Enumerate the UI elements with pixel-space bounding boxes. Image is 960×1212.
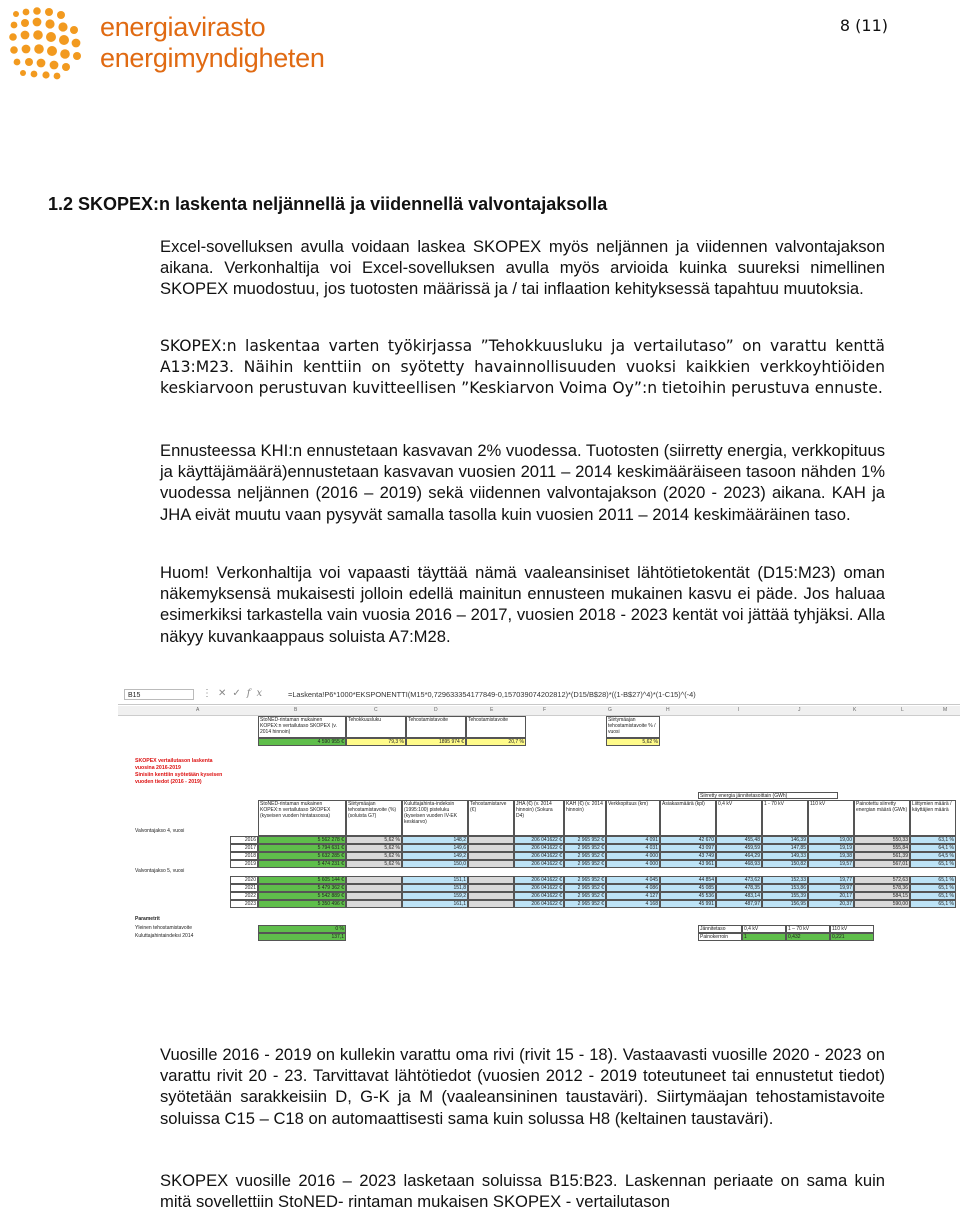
column-e: E [490,707,494,713]
cell-j-row-2[interactable]: 459,59 [716,844,762,852]
param-r27-value[interactable]: 0 % [258,925,346,933]
cell-d7[interactable]: Tehostamistavoite [406,716,466,738]
cell-m-row-2[interactable]: 555,84 [854,844,910,852]
group-header-energy: Siirretty energia jännitetasoittain (GWh) [698,792,838,799]
cell-g-row-3[interactable]: 2 965 952 € [564,852,606,860]
cell-h-row-3[interactable]: 4 000 [606,852,660,860]
cell-f-row-1[interactable]: 206 041622 € [514,836,564,844]
column-j: J [798,707,801,713]
cell-k-row-4[interactable]: 150,82 [762,860,808,868]
cell-f-row-6[interactable]: 206 041622 € [514,884,564,892]
cell-c-row-2[interactable]: 5,62 % [346,844,402,852]
cell-b-row-4[interactable]: 5 474 231 € [258,860,346,868]
paragraph-1: Excel-sovelluksen avulla voidaan laskea SKOPEX myös neljännen ja viidennen valvontajakson aikana. Verkonhaltija voi Excel-sovelluksen avulla myös arvioida kuinka suureksi nimellinen SKOPEX muodostuu, jos tuotosten määrissä ja / tai inflaation kehityksessä tapahtuu muutoksia. [160,237,885,299]
energiavirasto-logo [6,4,326,84]
cell-f-row-4[interactable]: 206 041622 € [514,860,564,868]
header-g14: KAH (€) (v. 2014 hinnoin) [564,800,606,836]
cell-i-row-4[interactable]: 43 961 [660,860,716,868]
column-c: C [374,707,378,713]
cell-c-row-7[interactable] [346,892,402,900]
cell-d-row-1[interactable]: 148,2 [402,836,468,844]
bottom-r27-label: Jännitetaso [698,925,742,933]
cell-c7[interactable]: Tehokkuusluku [346,716,406,738]
cell-i-row-3[interactable]: 43 749 [660,852,716,860]
cell-h-row-4[interactable]: 4 000 [606,860,660,868]
cell-f-row-2[interactable]: 206 041622 € [514,844,564,852]
cell-m-row-6[interactable]: 578,36 [854,884,910,892]
cell-g-row-8[interactable]: 2 965 952 € [564,900,606,908]
column-i: I [738,707,740,713]
cell-b-row-6[interactable]: 5 479 362 € [258,884,346,892]
cell-h-row-5[interactable]: 4 045 [606,876,660,884]
cell-h-row-8[interactable]: 4 168 [606,900,660,908]
param-r27-label: Yleinen tehostamistavoite [135,925,192,931]
bottom-r27-c: 110 kV [830,925,874,933]
cell-i-row-6[interactable]: 45 085 [660,884,716,892]
cell-k-row-6[interactable]: 153,86 [762,884,808,892]
cell-j-row-4[interactable]: 468,93 [716,860,762,868]
cell-l-row-8[interactable]: 20,37 [808,900,854,908]
cell-d-row-2[interactable]: 149,6 [402,844,468,852]
header-l14: 110 kV [808,800,854,836]
cell-l-row-2[interactable]: 19,19 [808,844,854,852]
param-r28-label: Kuluttajahintaindeksi 2014 [135,933,194,939]
column-d: D [434,707,438,713]
sun-logo-icon [6,4,88,84]
column-header-bar [118,706,960,716]
cell-e-row-6[interactable] [468,884,514,892]
cell-i-row-5[interactable]: 44 854 [660,876,716,884]
cell-h8[interactable]: 5,62 % [606,738,660,746]
column-g: G [608,707,612,713]
paragraph-2: SKOPEX:n laskentaa varten työkirjassa ”Tehokkuusluku ja vertailutaso” on varattu kenttä A13:M23. Näihin kenttiin on syötetty havainnollisuuden vuoksi kaikkien verkkoyhtiöiden keskiarvoon perustuvan kuvitteellisen ”Keskiarvon Voima Oy”:n tietoihin perustuva ennuste. [160,337,885,398]
cell-e-row-3[interactable] [468,852,514,860]
column-k: K [853,707,857,713]
cell-k-row-8[interactable]: 156,95 [762,900,808,908]
column-m: M [943,707,948,713]
bottom-r28-a[interactable]: 1 [742,933,786,941]
cell-b-row-7[interactable]: 5 542 889 € [258,892,346,900]
section-heading: 1.2 SKOPEX:n laskenta neljännellä ja viidennellä valvontajaksolla [48,194,608,214]
cell-b7[interactable]: StoNED-rintaman mukainen KOPEX:n vertailutaso SKOPEX (v. 2014 hinnoin) [258,716,346,738]
cell-n-row-1[interactable]: 63,1 % [910,836,956,844]
cell-k-row-3[interactable]: 149,33 [762,852,808,860]
cell-g-row-2[interactable]: 2 965 952 € [564,844,606,852]
cell-year-row-3[interactable]: 2018 [230,852,258,860]
bottom-r28-c[interactable]: 0,221 [830,933,874,941]
cell-year-row-6[interactable]: 2021 [230,884,258,892]
paragraph-5: Vuosille 2016 - 2019 on kullekin varattu oma rivi (rivit 15 - 18). Vastaavasti vuosille 2020 - 2023 on varattu rivit 20 - 23. Tarvittavat lähtötiedot (vuosien 2012 - 2019 toteutuneet tai ennustetut tiedot) syötetään sarakkeisiin D, G-K ja M (vaaleansininen taustaväri). Siirtymäajan tehostamistavoite soluissa C15 – C18 on automaattisesti sama kuin solussa H8 (keltainen taustaväri). [160,1045,885,1128]
cell-e-row-1[interactable] [468,836,514,844]
cell-c-row-6[interactable] [346,884,402,892]
cell-i-row-7[interactable]: 45 536 [660,892,716,900]
cell-m-row-4[interactable]: 567,01 [854,860,910,868]
cell-l-row-5[interactable]: 19,77 [808,876,854,884]
cell-c-row-3[interactable]: 5,62 % [346,852,402,860]
cell-e-row-4[interactable] [468,860,514,868]
paragraph-3: Ennusteessa KHI:n ennustetaan kasvavan 2% vuodessa. Tuotosten (siirretty energia, verkkopituus ja käyttäjämäärä)ennustetaan kasvavan vuosien 2011 – 2014 keskimääräiseen tasoon nähden 1% vuodessa neljännen (2016 – 2019) sekä viidennen valvontajakson (2020 - 2023) aikana. KAH ja JHA eivät muutu vaan pysyvät samalla tasolla kuin vuosien 2011 – 2014 keskimääräinen taso. [160,441,886,524]
cell-j-row-3[interactable]: 464,29 [716,852,762,860]
cell-h7[interactable]: Siirtymäajan tehostamistavoite % / vuosi [606,716,660,738]
cell-year-row-1[interactable]: 2016 [230,836,258,844]
cell-b8[interactable]: 4 590 955 € [258,738,346,746]
cell-d-row-5[interactable]: 151,1 [402,876,468,884]
cell-year-row-7[interactable]: 2022 [230,892,258,900]
cell-year-row-4[interactable]: 2019 [230,860,258,868]
cell-j-row-8[interactable]: 487,97 [716,900,762,908]
cell-n-row-7[interactable]: 65,1 % [910,892,956,900]
header-a14: Valvontajakso 4, vuosi [135,828,185,834]
logo-line-2: energimyndigheten [100,43,325,73]
cell-b-row-1[interactable]: 5 562 278 € [258,836,346,844]
cell-f-row-7[interactable]: 206 041622 € [514,892,564,900]
bottom-r28-b[interactable]: 0,432 [786,933,830,941]
cell-d-row-8[interactable]: 161,1 [402,900,468,908]
cell-l-row-7[interactable]: 20,17 [808,892,854,900]
cell-g-row-5[interactable]: 2 965 952 € [564,876,606,884]
cell-c8[interactable]: 79,3 % [346,738,406,746]
column-f: F [543,707,547,713]
cell-d-row-7[interactable]: 159,2 [402,892,468,900]
cell-n-row-3[interactable]: 64,5 % [910,852,956,860]
name-box[interactable]: B15 [124,689,194,700]
red-title-2: vuosina 2016-2019 [135,765,181,771]
cell-h-row-1[interactable]: 4 091 [606,836,660,844]
cell-c-row-8[interactable] [346,900,402,908]
block2-label: Valvontajakso 5, vuosi [135,868,185,874]
cell-f-row-8[interactable]: 206 041622 € [514,900,564,908]
cell-j-row-7[interactable]: 483,14 [716,892,762,900]
cell-m-row-3[interactable]: 561,39 [854,852,910,860]
header-b14: StoNED-rintaman mukainen KOPEX:n vertailutaso SKOPEX (kyseisen vuoden hintatasossa) [258,800,346,836]
cell-e-row-7[interactable] [468,892,514,900]
cell-m-row-8[interactable]: 590,00 [854,900,910,908]
cell-e8[interactable]: 20,7 % [466,738,526,746]
cell-f-row-5[interactable]: 206 041622 € [514,876,564,884]
cell-l-row-4[interactable]: 19,57 [808,860,854,868]
cell-g-row-7[interactable]: 2 965 952 € [564,892,606,900]
cell-d8[interactable]: 1895 974 € [406,738,466,746]
cell-d-row-4[interactable]: 150,0 [402,860,468,868]
cell-year-row-5[interactable]: 2020 [230,876,258,884]
cell-k-row-7[interactable]: 155,39 [762,892,808,900]
column-a: A [196,707,200,713]
cell-year-row-8[interactable]: 2023 [230,900,258,908]
cell-b-row-2[interactable]: 5 794 631 € [258,844,346,852]
header-m14: Painotettu siirretty energian määrä (GWh) [854,800,910,836]
paragraph-6: SKOPEX vuosille 2016 – 2023 lasketaan soluissa B15:B23. Laskennan periaate on sama kuin mitä sovellettiin StoNED- rintaman mukaisen SKOPEX - vertailutason [160,1171,885,1212]
cell-h-row-2[interactable]: 4 031 [606,844,660,852]
cell-k-row-5[interactable]: 152,33 [762,876,808,884]
cell-j-row-5[interactable]: 473,62 [716,876,762,884]
cell-year-row-2[interactable]: 2017 [230,844,258,852]
cell-b-row-8[interactable]: 5 350 496 € [258,900,346,908]
cell-e-row-8[interactable] [468,900,514,908]
params-title: Parametrit [135,916,160,922]
header-d14: Kuluttajahinta-indeksin (1995:100) pisteluku (kyseisen vuoden IV-EK keskiarvo) [402,800,468,836]
cell-h-row-7[interactable]: 4 127 [606,892,660,900]
column-b: B [294,707,298,713]
cell-i-row-1[interactable]: 42 670 [660,836,716,844]
cell-g-row-4[interactable]: 2 965 952 € [564,860,606,868]
cell-j-row-1[interactable]: 455,48 [716,836,762,844]
header-n14: Liittymien määrä / käyttäjien määrä [910,800,956,836]
cell-l-row-1[interactable]: 19,00 [808,836,854,844]
red-title-3: Sinisiin kenttiin syötetään kyseisen [135,772,223,778]
cell-i-row-8[interactable]: 45 991 [660,900,716,908]
cell-n-row-4[interactable]: 65,1 % [910,860,956,868]
cell-g-row-6[interactable]: 2 965 952 € [564,884,606,892]
cell-d-row-3[interactable]: 149,2 [402,852,468,860]
column-h: H [666,707,670,713]
bottom-r28-label: Painokerroin [698,933,742,941]
formula-icons: ⋮✕✓fx [202,688,269,699]
formula-text[interactable]: =Laskenta!P6*1000*EKSPONENTTI(M15*0,729633354177849-0,157039074202812)*(D15/B$28)*((1-B$27)^4)*(1-C15)^(-4) [288,690,696,699]
red-title-4: vuoden tiedot (2016 - 2019) [135,779,202,785]
cell-f-row-3[interactable]: 206 041622 € [514,852,564,860]
cell-k-row-1[interactable]: 146,39 [762,836,808,844]
header-i14: Asiakasmäärä (kpl) [660,800,716,836]
red-title-1: SKOPEX vertailutason laskenta [135,758,213,764]
cell-m-row-1[interactable]: 550,33 [854,836,910,844]
logo-line-1: energiavirasto [100,12,266,42]
param-r28-value[interactable]: 137,1 [258,933,346,941]
formula-bar [118,686,960,705]
cell-e7[interactable]: Tehostamistavoite [466,716,526,738]
cell-b-row-5[interactable]: 5 605 144 € [258,876,346,884]
cell-n-row-6[interactable]: 65,1 % [910,884,956,892]
header-k14: 1 - 70 kV [762,800,808,836]
bottom-r27-b: 1 – 70 kV [786,925,830,933]
paragraph-4: Huom! Verkonhaltija voi vapaasti täyttää nämä vaaleansiniset lähtötietokentät (D15:M23) oman näkemyksensä mukaisesti jolloin edellä mainitun ennusteen mukainen kasvu ei päde. Jos haluaa esimerkiksi tarkastella vain vuosia 2016 – 2017, vuosien 2018 - 2023 kentät voi jättää tyhjäksi. Alla näkyy kuvankaappaus soluista A7:M28. [160,563,885,646]
header-e14: Tehostamistarve (€) [468,800,514,836]
cell-c-row-1[interactable]: 5,62 % [346,836,402,844]
cell-c-row-4[interactable]: 5,62 % [346,860,402,868]
cell-c-row-5[interactable] [346,876,402,884]
cell-e-row-5[interactable] [468,876,514,884]
cell-m-row-5[interactable]: 572,63 [854,876,910,884]
page-number: 8 (11) [839,16,888,35]
header-f14: JHA (€) (v. 2014 hinnoin) (Sokura D4) [514,800,564,836]
cell-k-row-2[interactable]: 147,85 [762,844,808,852]
cell-j-row-6[interactable]: 478,35 [716,884,762,892]
cell-g-row-1[interactable]: 2 965 952 € [564,836,606,844]
column-l: L [901,707,904,713]
cell-l-row-3[interactable]: 19,38 [808,852,854,860]
cell-n-row-5[interactable]: 65,1 % [910,876,956,884]
spreadsheet-screenshot [118,686,960,948]
header-h14: Verkkopituus (km) [606,800,660,836]
cell-e-row-2[interactable] [468,844,514,852]
cell-h-row-6[interactable]: 4 086 [606,884,660,892]
header-j14: 0,4 kV [716,800,762,836]
cell-d-row-6[interactable]: 151,8 [402,884,468,892]
cell-b-row-3[interactable]: 5 632 285 € [258,852,346,860]
cell-n-row-8[interactable]: 65,1 % [910,900,956,908]
cell-n-row-2[interactable]: 64,1 % [910,844,956,852]
bottom-r27-a: 0,4 kV [742,925,786,933]
cell-i-row-2[interactable]: 43 097 [660,844,716,852]
cell-l-row-6[interactable]: 19,97 [808,884,854,892]
cell-m-row-7[interactable]: 584,15 [854,892,910,900]
header-c14: Siirtymäajan tehostamistavoite (%) (soluista G7) [346,800,402,836]
